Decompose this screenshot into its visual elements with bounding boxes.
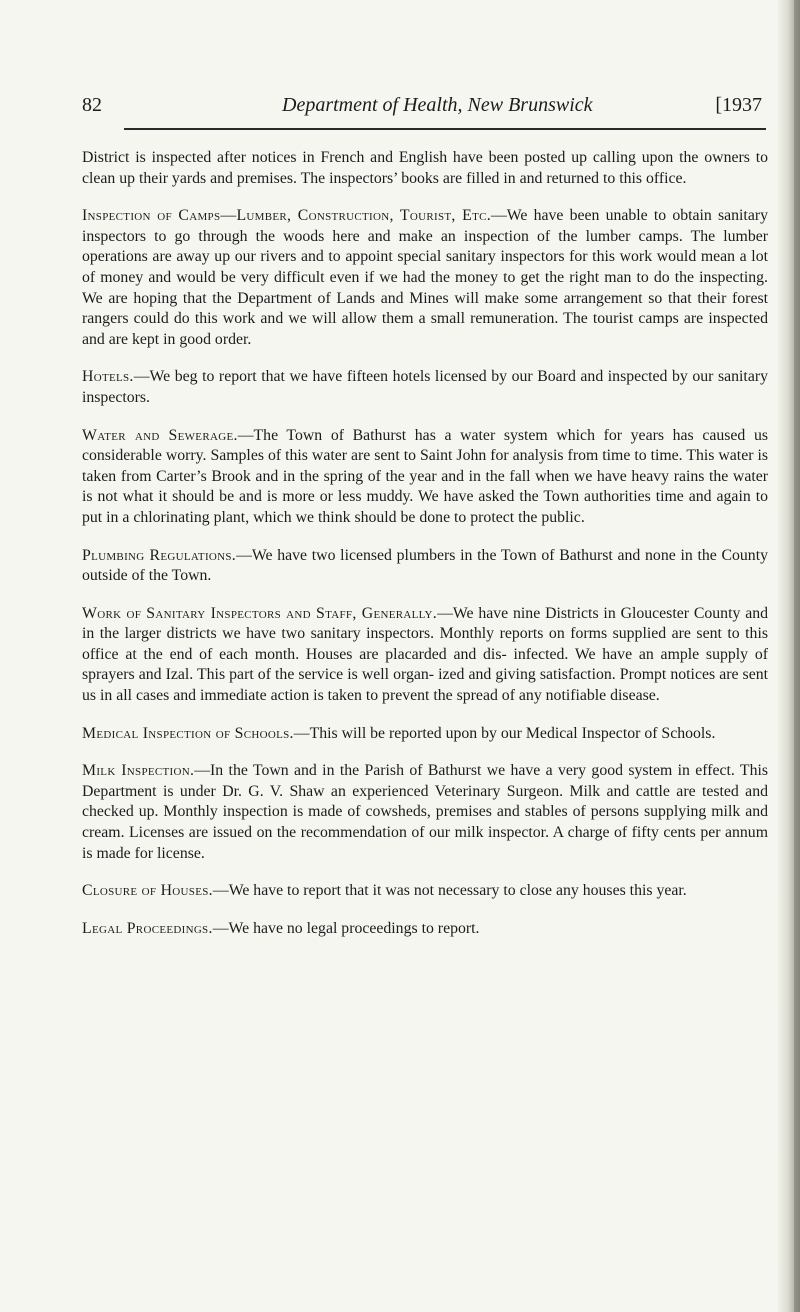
page-number: 82: [82, 94, 102, 116]
paragraph-water-sewerage: [82, 426, 768, 529]
paragraph-text: —In the Town and in the Parish of Bathurst we have a very good system in effect. This Department is under Dr. G. V. Shaw an experienced Veterinary Surgeon. Milk and cattle are tested and checked up. Monthly inspection is made of cowsheds, premises and stables of persons supplying milk and cream. Licenses are issued on the recommendation of our milk inspector. A charge of fifty cents per annum is made for license.: [82, 762, 769, 862]
paragraph-text: —This will be reported upon by our Medical Inspector of Schools.: [293, 724, 716, 742]
section-heading: Medical Inspection of Schools.: [82, 724, 294, 742]
page-edge-dark: [794, 0, 800, 1312]
paragraph-text: —We have nine Districts in Gloucester County and in the larger districts we have two sanitary inspectors. Monthly reports on forms supplied are sent to this office at the end of each month. Houses are placarded and dis- infected. We have an ample supply of sprayers and Izal. This part of the service is well organ- ized and giving satisfaction. Prompt notices are sent us in all cases and immediate action is taken to prevent the spread of any notifiable disease.: [82, 604, 769, 705]
section-heading: Milk Inspection.: [82, 762, 195, 780]
section-heading: Closure of Houses.: [82, 882, 213, 900]
paragraph-text: —We have no legal proceedings to report.: [212, 919, 480, 937]
paragraph-hotels: [82, 367, 768, 408]
paragraph-camps-inspection: [82, 206, 768, 350]
paragraph-legal-proceedings: [82, 919, 768, 940]
paragraph-text: —We beg to report that we have fifteen hotels licensed by our Board and inspected by our sanitary inspectors.: [82, 368, 768, 406]
section-heading: Water and Sewerage.: [82, 426, 238, 444]
body-text: [82, 148, 768, 956]
header-rule: [124, 128, 766, 130]
header-year: [1937: [715, 94, 762, 116]
paragraph-sanitary-inspectors: [82, 604, 768, 707]
paragraph-text: District is inspected after notices in French and English have been posted up calling upon the owners to clean up their yards and premises. The inspectors’ books are filled in and returned to this office.: [82, 149, 768, 187]
section-heading: Plumbing Regulations.: [82, 546, 237, 564]
section-heading: Hotels.: [82, 368, 134, 386]
paragraph-text: —We have been unable to obtain sanitary inspectors to go through the woods here and make an inspection of the lumber camps. The lumber operations are away up our rivers and to appoint special sanitary inspectors for this work would mean a lot of money and would be very difficult even if we had the money to get the right man to do the inspecting. We are hoping that the Department of Lands and Mines will make some arrangement so that their forest rangers could do this work and we will allow them a small remuneration. The tourist camps are inspected and are kept in good order.: [82, 207, 768, 348]
paragraph-plumbing: [82, 546, 768, 587]
paragraph-closure-houses: [82, 881, 768, 902]
paragraph-medical-inspection: [82, 724, 768, 745]
running-title: Department of Health, New Brunswick: [282, 94, 593, 116]
paragraph-continuation: [82, 148, 768, 189]
section-heading: Legal Proceedings.: [82, 919, 213, 937]
section-heading: Inspection of Camps—Lumber, Construction, Tourist, Etc.: [82, 207, 491, 225]
section-heading: Work of Sanitary Inspectors and Staff, Generally.: [82, 604, 438, 622]
paragraph-text: —The Town of Bathurst has a water system which for years has caused us considerable worry. Samples of this water are sent to Saint John for analysis from time to time. This water is taken from Carter’s Brook and in the spring of the year and in the fall when we have heavy rains the water is not what it should be and is more or less muddy. We have asked the Town authorities time and again to put in a chlorinating plant, which we think should be done to protect the public.: [82, 426, 768, 526]
running-header: [82, 92, 770, 132]
paragraph-milk-inspection: [82, 761, 768, 864]
paragraph-text: —We have two licensed plumbers in the Town of Bathurst and none in the County outside of the Town.: [82, 546, 768, 585]
paragraph-text: —We have to report that it was not necessary to close any houses this year.: [212, 882, 687, 900]
